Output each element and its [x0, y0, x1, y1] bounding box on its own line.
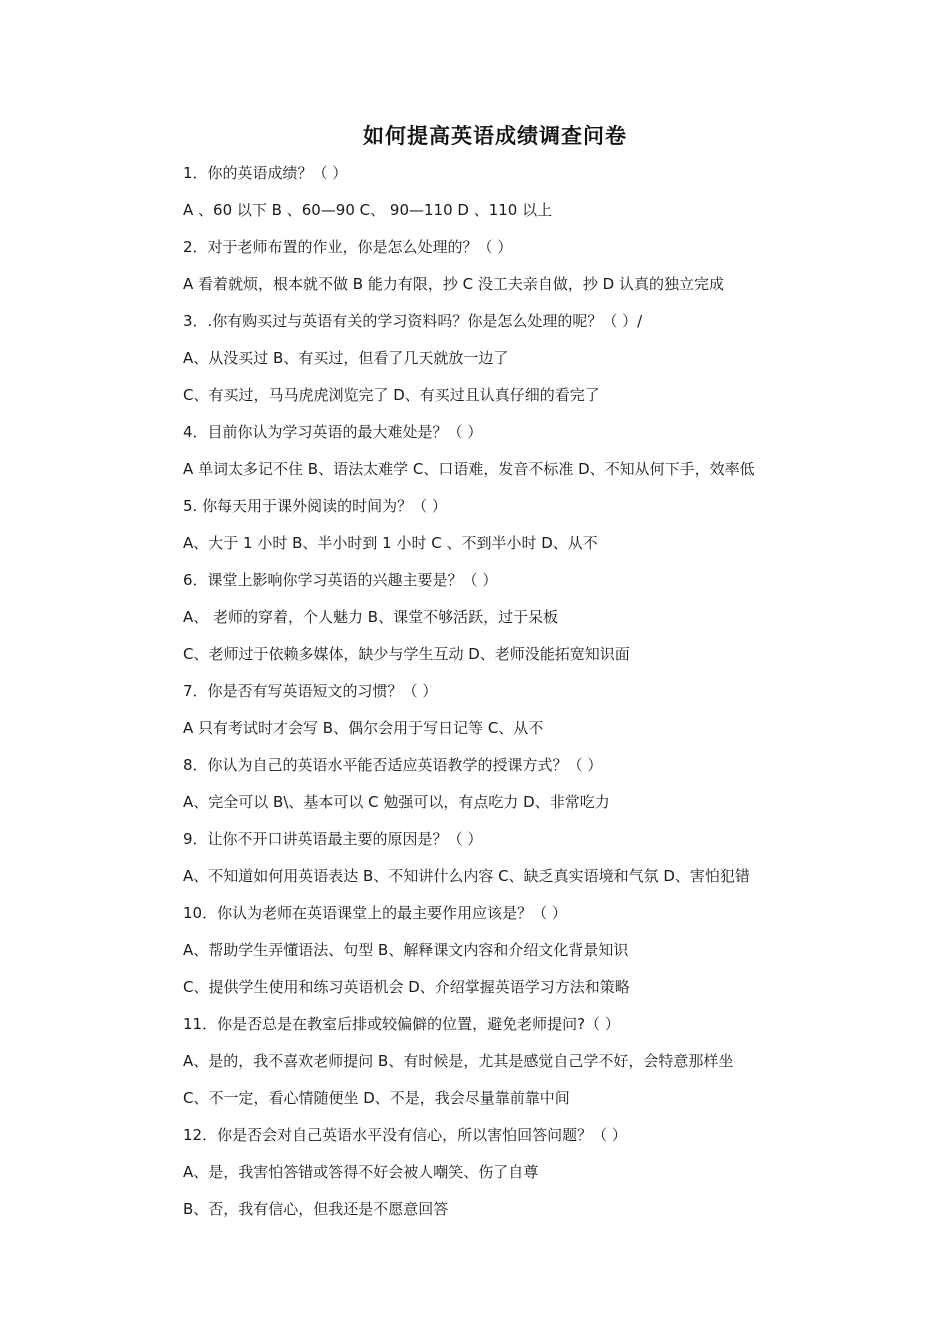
question-3-options-ab: A、从没买过 B、有买过，但看了几天就放一边了: [183, 349, 509, 367]
question-11-options-cd: C、不一定，看心情随便坐 D、不是，我会尽量靠前靠中间: [183, 1089, 570, 1107]
question-11: 11．你是否总是在教室后排或较偏僻的位置，避免老师提问?（ ）: [183, 1015, 620, 1033]
question-2: 2．对于老师布置的作业，你是怎么处理的？（ ）: [183, 238, 513, 256]
question-3-options-cd: C、有买过，马马虎虎浏览完了 D、有买过且认真仔细的看完了: [183, 386, 600, 404]
question-6-options-ab: A、 老师的穿着，个人魅力 B、课堂不够活跃，过于呆板: [183, 608, 559, 626]
question-9-options: A、不知道如何用英语表达 B、不知讲什么内容 C、缺乏真实语境和气氛 D、害怕犯错: [183, 867, 750, 885]
question-12: 12．你是否会对自己英语水平没有信心，所以害怕回答问题？（ ）: [183, 1126, 627, 1144]
question-11-options-ab: A、是的，我不喜欢老师提问 B、有时候是，尤其是感觉自己学不好，会特意那样坐: [183, 1052, 734, 1070]
question-10-options-cd: C、提供学生使用和练习英语机会 D、介绍掌握英语学习方法和策略: [183, 978, 630, 996]
question-1-options: A 、60 以下 B 、60—90 C、 90—110 D 、110 以上: [183, 201, 553, 219]
question-4: 4．目前你认为学习英语的最大难处是？（ ）: [183, 423, 483, 441]
question-9: 9．让你不开口讲英语最主要的原因是？（ ）: [183, 830, 483, 848]
question-4-options: A 单词太多记不住 B、语法太难学 C、口语难，发音不标准 D、不知从何下手，效率低: [183, 460, 755, 478]
question-6: 6．课堂上影响你学习英语的兴趣主要是？（ ）: [183, 571, 498, 589]
questionnaire-body: [183, 160, 843, 1233]
question-5-options: A、大于 1 小时 B、半小时到 1 小时 C 、不到半小时 D、从不: [183, 534, 598, 552]
question-1: 1．你的英语成绩？（ ）: [183, 164, 348, 182]
question-5: 5. 你每天用于课外阅读的时间为？（ ）: [183, 497, 447, 515]
question-7: 7．你是否有写英语短文的习惯？（ ）: [183, 682, 438, 700]
question-7-options: A 只有考试时才会写 B、偶尔会用于写日记等 C、从不: [183, 719, 544, 737]
question-8: 8．你认为自己的英语水平能否适应英语教学的授课方式？（ ）: [183, 756, 603, 774]
question-10-options-ab: A、帮助学生弄懂语法、句型 B、解释课文内容和介绍文化背景知识: [183, 941, 629, 959]
question-12-option-b: B、否，我有信心，但我还是不愿意回答: [183, 1200, 449, 1218]
question-2-options: A 看着就烦，根本就不做 B 能力有限，抄 C 没工夫亲自做，抄 D 认真的独立完成: [183, 275, 724, 293]
question-12-option-a: A、是，我害怕答错或答得不好会被人嘲笑、伤了自尊: [183, 1163, 539, 1181]
question-10: 10．你认为老师在英语课堂上的最主要作用应该是？（ ）: [183, 904, 567, 922]
page-title: 如何提高英语成绩调查问卷: [363, 123, 627, 148]
question-8-options: A、完全可以 B\、基本可以 C 勉强可以，有点吃力 D、非常吃力: [183, 793, 610, 811]
question-3: 3．.你有购买过与英语有关的学习资料吗？你是怎么处理的呢？（ ）/: [183, 312, 643, 330]
question-6-options-cd: C、老师过于依赖多媒体，缺少与学生互动 D、老师没能拓宽知识面: [183, 645, 630, 663]
